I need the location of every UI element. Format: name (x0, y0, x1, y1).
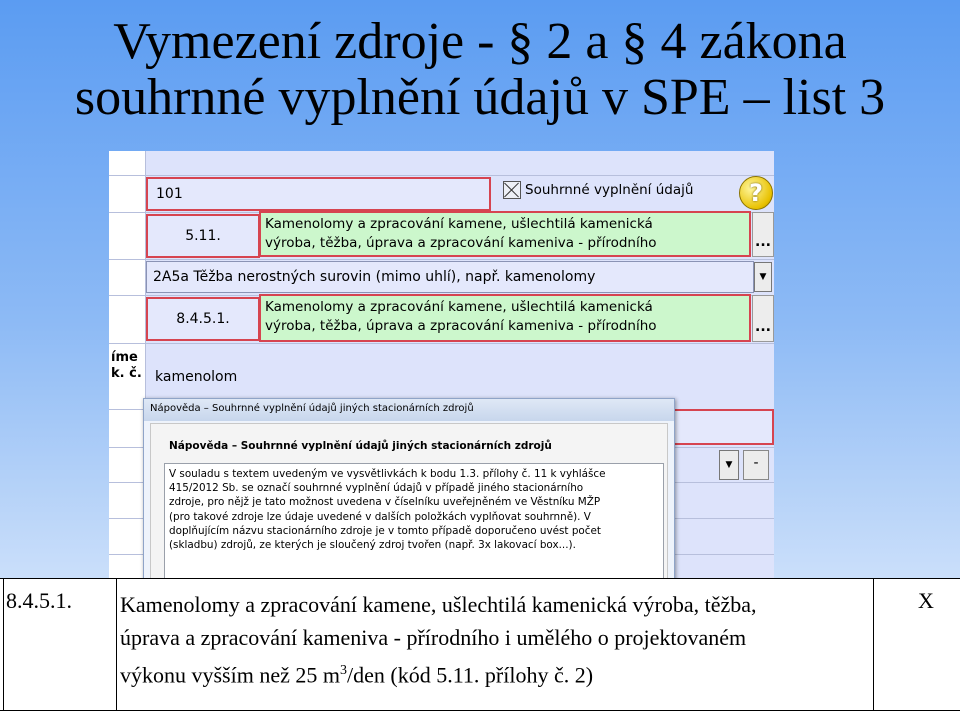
activity-description-1-line1: Kamenolomy a zpracování kamene, ušlechtilá kamenická (265, 216, 653, 232)
browse-button-1[interactable]: ... (752, 212, 774, 257)
table-description-line3 (120, 654, 860, 691)
help-dialog-text (164, 463, 664, 578)
help-text-line: V souladu s textem uvedeným ve vysvětlivkách k bodu 1.3. přílohy č. 11 k vyhlášce (169, 468, 606, 480)
summary-checkbox-group[interactable] (503, 181, 693, 199)
table-border-bottom (0, 710, 960, 711)
slide-title-line2: souhrnné vyplnění údajů v SPE – list 3 (74, 69, 886, 126)
summary-checkbox-label: Souhrnné vyplnění údajů (525, 182, 694, 198)
table-description-line3-start: výkonu vyšším než 25 m (120, 662, 340, 688)
help-dialog-heading: Nápověda – Souhrnné vyplnění údajů jiných stacionárních zdrojů (169, 440, 552, 452)
help-text-line: (skladbu) zdrojů, ze kterých je sloučený zdroj tvořen (např. 3x lakovací box...). (169, 539, 576, 552)
help-text-line: zdroje, pro nějž je tato možnost uvedena v číselníku uveřejněném ve Věstníku MŽP (169, 496, 601, 509)
help-text-line: (pro takové zdroje lze údaje uvedené v dalších položkách vyplňovat souhrnně). V (169, 510, 591, 523)
remove-button[interactable]: - (743, 450, 769, 480)
help-text-line: doplňujícím názvu stacionárního zdroje je v tomto případě doporučeno uvést počet (169, 524, 601, 537)
slide-title (0, 14, 960, 126)
slide-title-line1: Vymezení zdroje - § 2 a § 4 zákona (113, 13, 847, 70)
table-mark-cell: X (918, 588, 934, 613)
help-text-line: 415/2012 Sb. se označí souhrnné vyplnění údajů v případě jiného stacionárního (169, 482, 584, 495)
form-screenshot (109, 151, 774, 578)
help-dialog-title: Nápověda – Souhrnné vyplnění údajů jiných stacionárních zdrojů (144, 399, 674, 421)
row-divider (109, 175, 774, 176)
activity-description-1-line2: výroba, těžba, úprava a zpracování kameniva - přírodního (265, 235, 657, 251)
summary-checkbox[interactable] (503, 181, 521, 199)
activity-description-2-line1: Kamenolomy a zpracování kamene, ušlechtilá kamenická (265, 299, 653, 315)
source-code-field[interactable]: 101 (146, 177, 491, 211)
legislation-table (0, 578, 960, 715)
activity-code-field-1[interactable]: 5.11. (146, 214, 260, 258)
activity-description-2 (259, 294, 751, 342)
row-divider (109, 259, 774, 260)
table-description-line1: Kamenolomy a zpracování kamene, ušlechtilá kamenická výroba, těžba, (120, 592, 757, 617)
table-description-cell (120, 588, 860, 691)
category-select[interactable]: 2A5a Těžba nerostných surovin (mimo uhlí), např. kamenolomy (146, 261, 754, 293)
row-divider (109, 343, 774, 344)
help-dialog (143, 398, 675, 578)
side-label (111, 350, 142, 382)
table-description-superscript: 3 (340, 663, 347, 678)
chevron-down-icon[interactable]: ▼ (719, 450, 739, 480)
table-border-top (0, 578, 960, 579)
table-border-left (3, 578, 4, 711)
side-label-line1: íme (111, 350, 138, 365)
side-label-line2: k. č. (111, 366, 142, 381)
table-description-line3-end: /den (kód 5.11. přílohy č. 2) (347, 662, 594, 688)
activity-description-1 (259, 211, 751, 257)
source-name-value[interactable]: kamenolom (155, 369, 238, 385)
table-description-line2: úprava a zpracování kameniva - přírodního i umělého o projektovaném (120, 625, 747, 650)
table-code-cell: 8.4.5.1. (6, 588, 72, 613)
browse-button-2[interactable]: ... (752, 295, 774, 342)
help-icon[interactable]: ? (739, 176, 773, 210)
table-column-divider (873, 578, 874, 711)
activity-code-field-2[interactable]: 8.4.5.1. (146, 297, 260, 341)
activity-description-2-line2: výroba, těžba, úprava a zpracování kameniva - přírodního (265, 318, 657, 334)
table-column-divider (116, 578, 117, 711)
chevron-down-icon[interactable]: ▼ (754, 262, 772, 292)
